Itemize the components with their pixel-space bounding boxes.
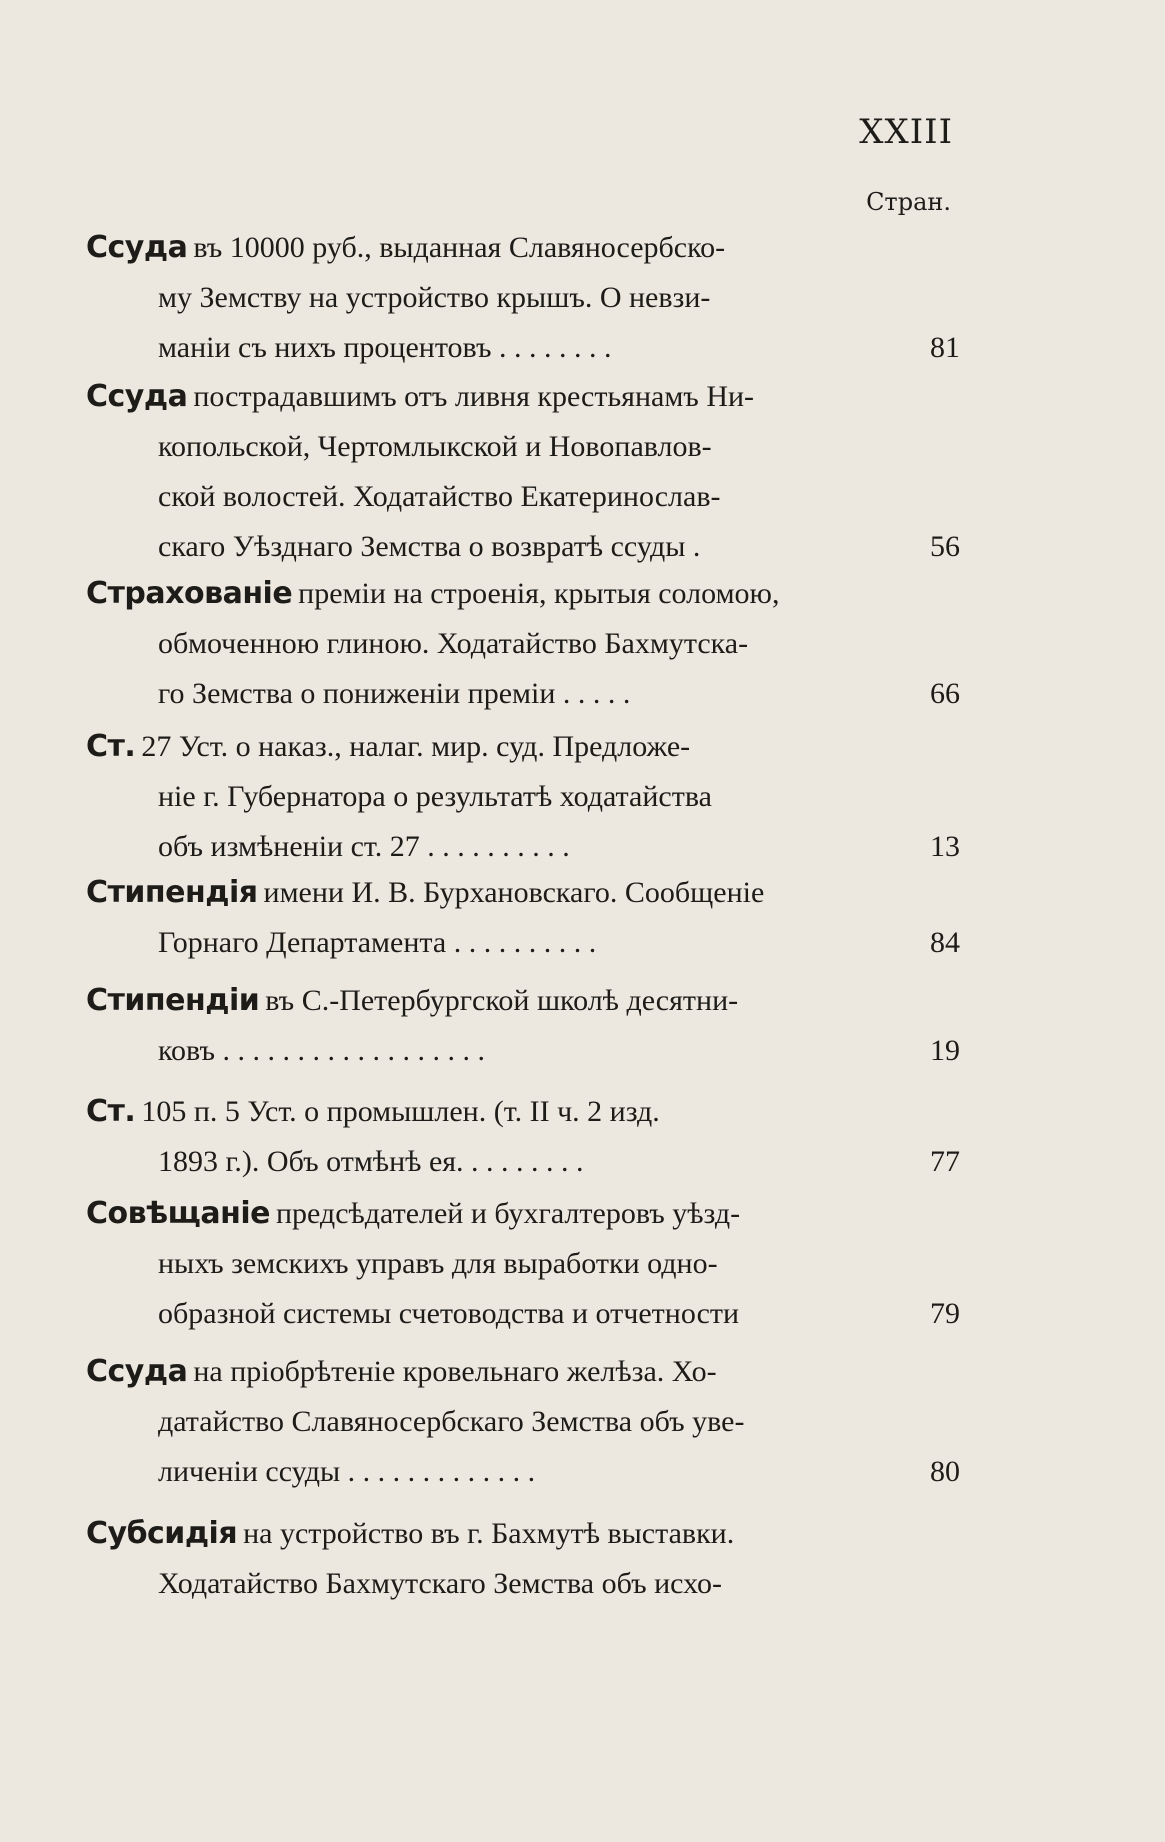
entry-line	[86, 223, 960, 273]
entry-line: Ходатайство Бахмутскаго Земства объ исхо-	[158, 1567, 722, 1600]
entry-line: ніе г. Губернатора о результатѣ ходатайства	[158, 780, 712, 813]
entry-line	[86, 822, 960, 872]
index-entry	[86, 976, 960, 1076]
entry-keyword: Ссуда	[86, 230, 188, 265]
entry-page-number: 80	[930, 1455, 960, 1488]
entry-keyword: Ссуда	[86, 1354, 188, 1389]
entry-text: Горнаго Департамента . . . . . . . . . .	[158, 926, 597, 959]
entry-line: датайство Славяносербскаго Земства объ уве-	[158, 1405, 745, 1438]
index-entry	[86, 1347, 960, 1497]
entry-line	[86, 1447, 960, 1497]
entry-line: обмоченною глиною. Ходатайство Бахмутска-	[158, 627, 749, 660]
entry-line	[86, 323, 960, 373]
entry-keyword: Стипендіи	[86, 983, 260, 1018]
entry-text: 1893 г.). Объ отмѣнѣ ея. . . . . . . . .	[158, 1145, 584, 1178]
entry-page-number: 13	[930, 830, 960, 863]
entry-line: ской волостей. Ходатайство Екатеринослав-	[158, 480, 721, 513]
entry-text: на пріобрѣтеніе кровельнаго желѣза. Хо-	[193, 1355, 717, 1388]
entry-page-number: 56	[930, 530, 960, 563]
entry-line	[86, 669, 960, 719]
entry-keyword: Ст.	[86, 729, 136, 764]
entry-text: имени И. В. Бурхановскаго. Сообщеніе	[263, 876, 765, 909]
entry-text: скаго Уѣзднаго Земства о возвратѣ ссуды .	[158, 530, 701, 563]
entry-text: въ С.-Петербургской школѣ десятни-	[265, 984, 739, 1017]
entry-text: ковъ . . . . . . . . . . . . . . . . . .	[158, 1034, 485, 1067]
entry-line	[86, 1087, 960, 1137]
entry-text: въ 10000 руб., выданная Славяносербско-	[193, 231, 726, 264]
entry-page-number: 79	[930, 1297, 960, 1330]
entry-keyword: Стипендія	[86, 875, 258, 910]
index-entry	[86, 868, 960, 968]
entry-line	[86, 1509, 960, 1559]
entry-page-number: 66	[930, 677, 960, 710]
entry-keyword: Ст.	[86, 1094, 136, 1129]
entry-keyword: Совѣщаніе	[86, 1196, 270, 1231]
index-entry	[86, 1189, 960, 1339]
entry-line	[86, 1347, 960, 1397]
entry-line	[86, 1137, 960, 1187]
entry-page-number: 84	[930, 926, 960, 959]
entry-line	[86, 372, 960, 422]
entry-line	[86, 976, 960, 1026]
entry-line	[86, 1189, 960, 1239]
entry-line: копольской, Чертомлыкской и Новопавлов-	[158, 430, 712, 463]
entry-text: предсѣдателей и бухгалтеровъ уѣзд-	[275, 1197, 741, 1230]
entry-text: маніи съ нихъ процентовъ . . . . . . . .	[158, 331, 612, 364]
index-entry	[86, 1509, 960, 1609]
index-entry	[86, 722, 960, 872]
entry-line	[86, 868, 960, 918]
page-column-label: Стран.	[866, 188, 951, 216]
entry-keyword: Страхованіе	[86, 576, 293, 611]
index-entry	[86, 223, 960, 373]
entry-text: 27 Уст. о наказ., налаг. мир. суд. Предложе-	[141, 730, 691, 763]
index-entry	[86, 1087, 960, 1187]
entry-keyword: Субсидія	[86, 1516, 238, 1551]
entry-text: 105 п. 5 Уст. о промышлен. (т. II ч. 2 изд.	[141, 1095, 660, 1128]
entry-text: личеніи ссуды . . . . . . . . . . . . .	[158, 1455, 536, 1488]
entry-line	[86, 918, 960, 968]
entry-line: му Земству на устройство крышъ. О невзи-	[158, 281, 711, 314]
page-number: XXIII	[859, 112, 953, 152]
entry-page-number: 77	[930, 1145, 960, 1178]
entry-line	[86, 569, 960, 619]
entry-line	[86, 722, 960, 772]
entry-text: на устройство въ г. Бахмутѣ выставки.	[243, 1517, 735, 1550]
entry-text: пострадавшимъ отъ ливня крестьянамъ Ни-	[193, 380, 755, 413]
entry-line	[86, 1289, 960, 1339]
index-entry	[86, 372, 960, 572]
entry-text: преміи на строенія, крытыя соломою,	[298, 577, 780, 610]
entry-text: го Земства о пониженіи преміи . . . . .	[158, 677, 631, 710]
entry-keyword: Ссуда	[86, 379, 188, 414]
entry-text: объ измѣненіи ст. 27 . . . . . . . . . .	[158, 830, 570, 863]
entry-text: образной системы счетоводства и отчетности	[158, 1297, 740, 1330]
entry-line	[86, 522, 960, 572]
entry-page-number: 81	[930, 331, 960, 364]
index-entry	[86, 569, 960, 719]
entry-page-number: 19	[930, 1034, 960, 1067]
entry-line	[86, 1026, 960, 1076]
entry-line: ныхъ земскихъ управъ для выработки одно-	[158, 1247, 718, 1280]
